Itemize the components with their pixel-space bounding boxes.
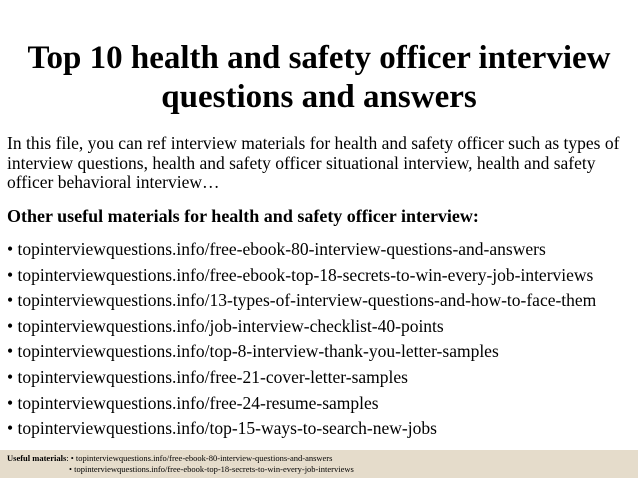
materials-link[interactable]: • topinterviewquestions.info/job-interview-checklist-40-points [7, 315, 444, 336]
materials-link[interactable]: • topinterviewquestions.info/free-24-resume-samples [7, 392, 379, 413]
footer-line [69, 464, 354, 475]
footer-link[interactable]: • topinterviewquestions.info/free-ebook-80-interview-questions-and-answers [70, 453, 333, 463]
materials-link[interactable]: • topinterviewquestions.info/free-ebook-top-18-secrets-to-win-every-job-interviews [7, 264, 594, 285]
materials-link[interactable]: • topinterviewquestions.info/13-types-of-interview-questions-and-how-to-face-them [7, 290, 597, 311]
materials-link[interactable]: • topinterviewquestions.info/free-21-cover-letter-samples [7, 366, 408, 387]
intro-paragraph: In this file, you can ref interview materials for health and safety officer such as types of interview questions, health and safety officer situational interview, health and safety officer behavioral interview… [7, 133, 620, 192]
materials-link[interactable]: • topinterviewquestions.info/top-8-interview-thank-you-letter-samples [7, 341, 499, 362]
footer-link[interactable]: • topinterviewquestions.info/free-ebook-top-18-secrets-to-win-every-job-interviews [69, 464, 354, 474]
footer-line [7, 453, 332, 464]
footer-separator: : [66, 453, 71, 463]
materials-link[interactable]: • topinterviewquestions.info/free-ebook-80-interview-questions-and-answers [7, 239, 546, 259]
materials-link[interactable]: • topinterviewquestions.info/top-15-ways-to-search-new-jobs [7, 418, 437, 439]
materials-list [7, 237, 635, 442]
footer-band [0, 450, 638, 478]
page-title: Top 10 health and safety officer interview questions and answers [27, 40, 611, 115]
footer-label: Useful materials [7, 453, 67, 463]
materials-heading: Other useful materials for health and safety officer interview: [7, 206, 479, 226]
